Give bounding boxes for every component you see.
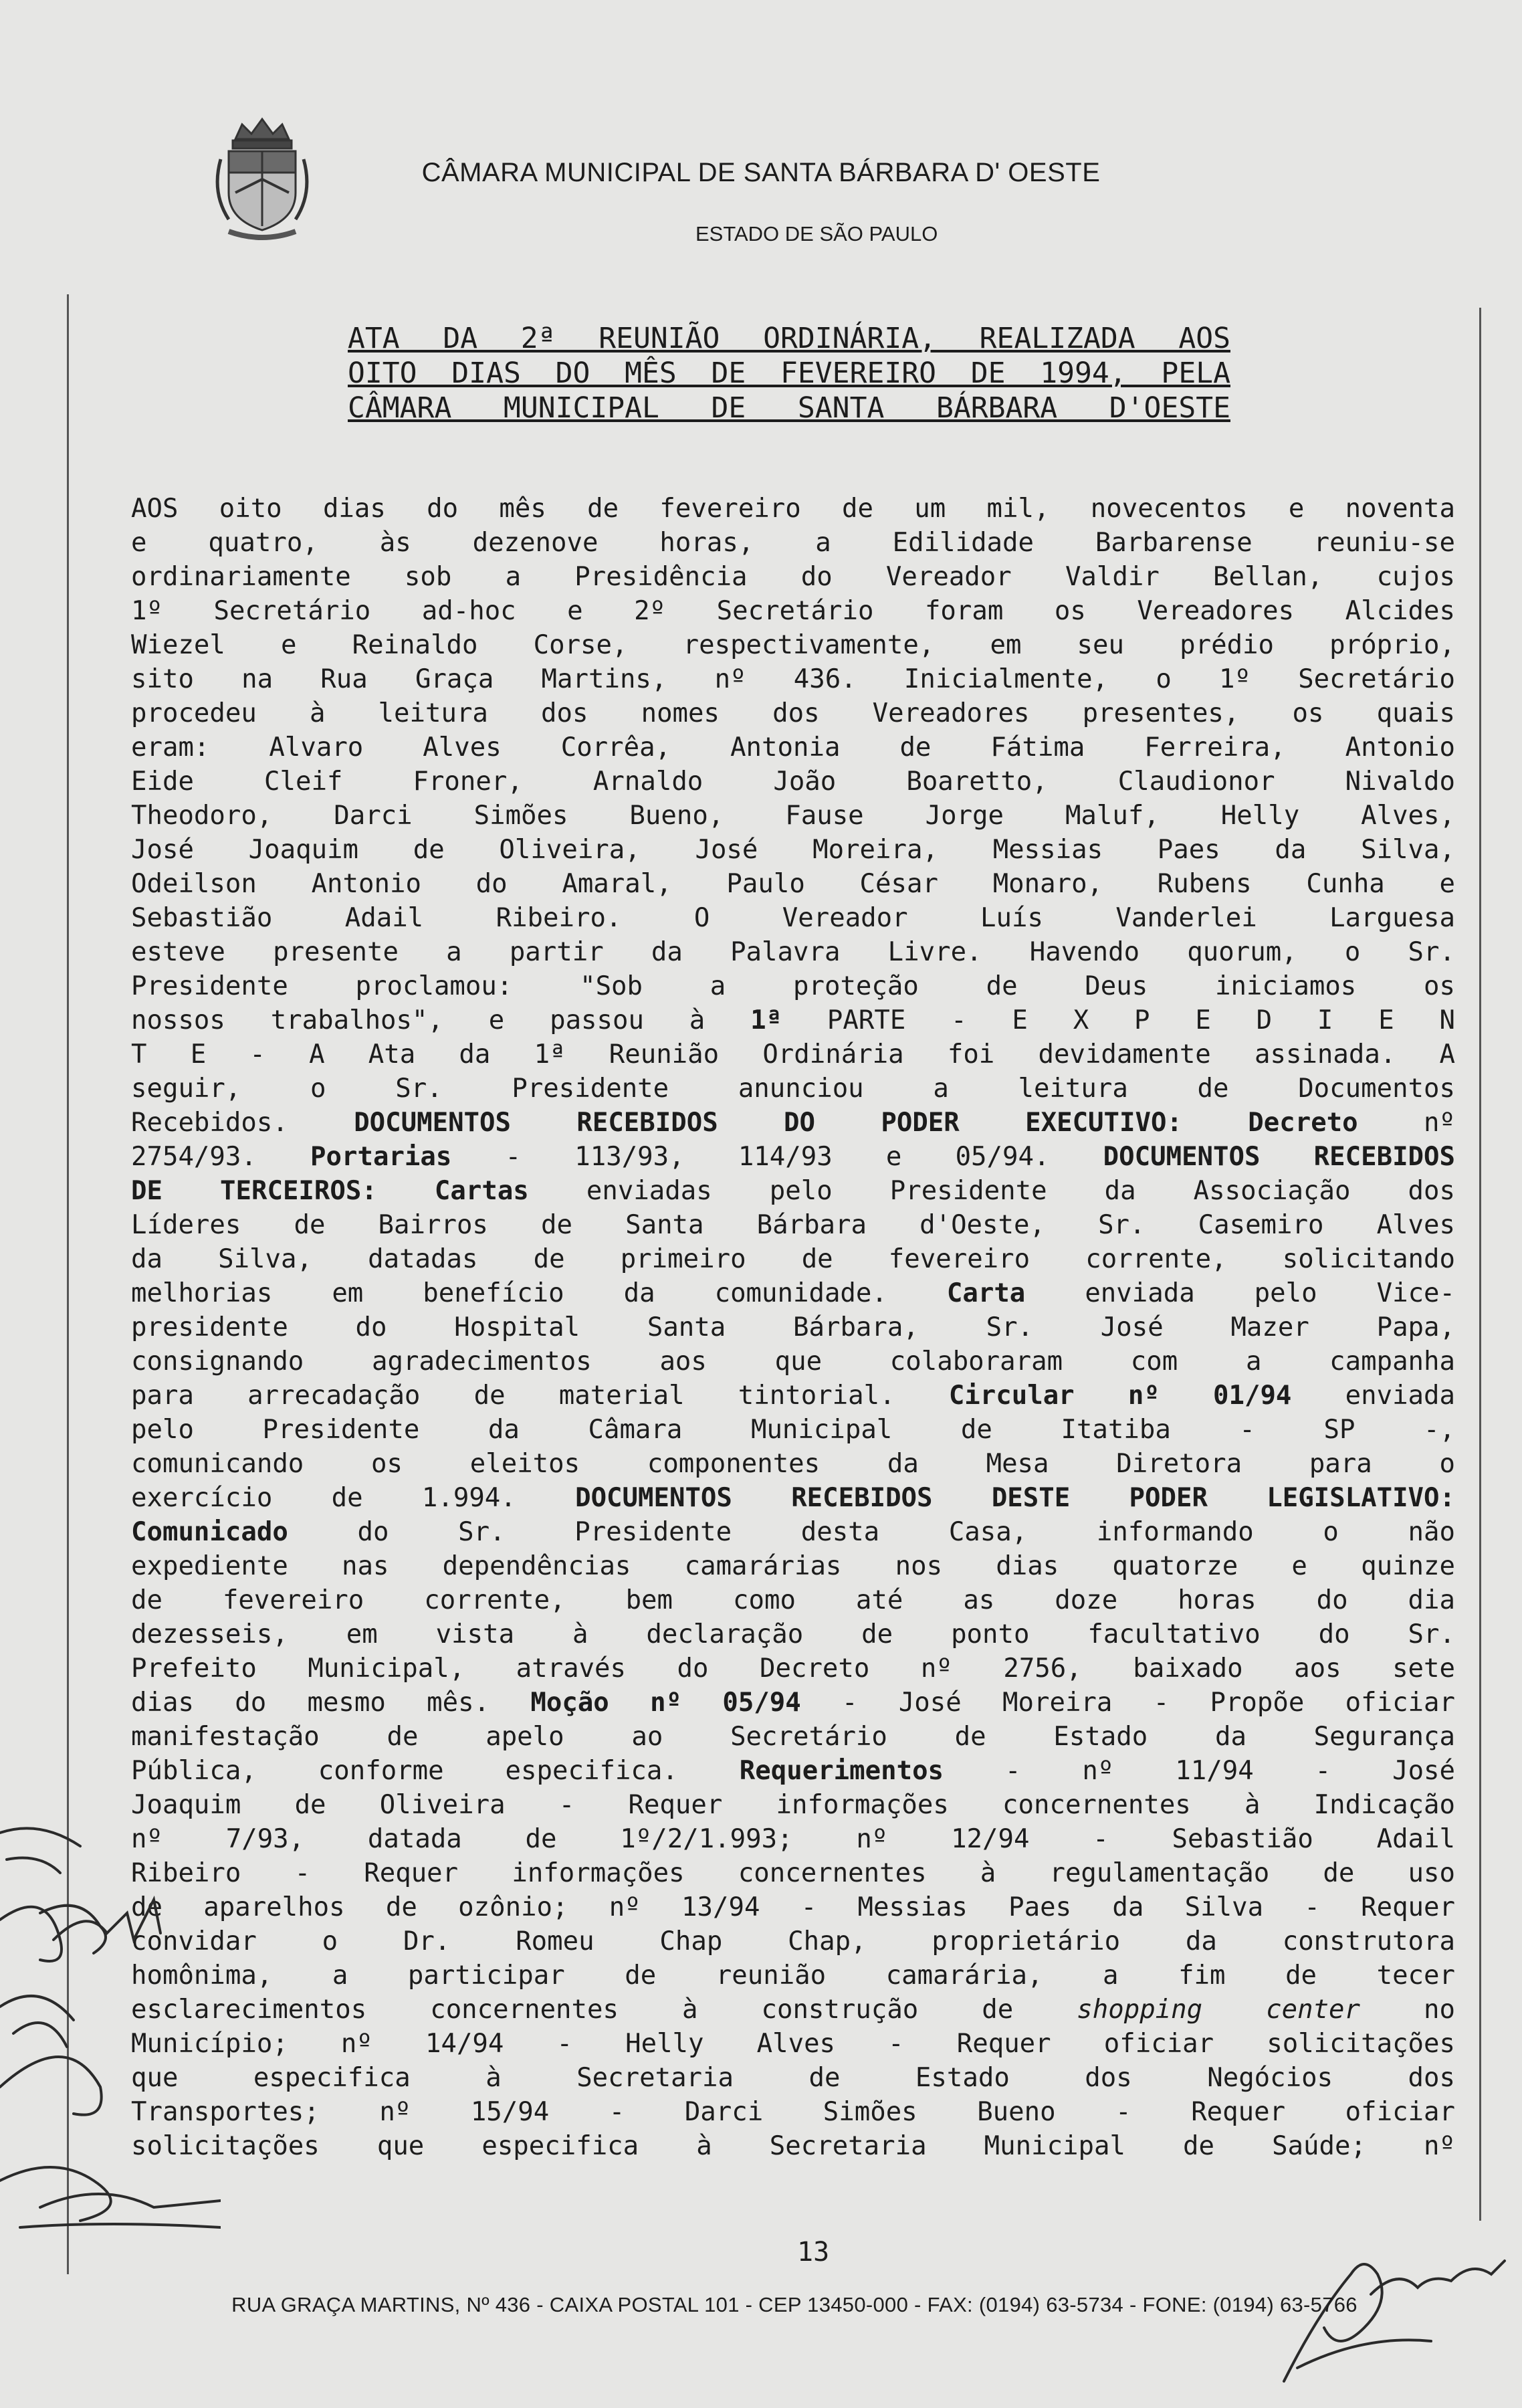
page-footer: RUA GRAÇA MARTINS, Nº 436 - CAIXA POSTAL 101 - CEP 13450-000 - FAX: (0194) 63-5734 - FONE: (0194) 63-5766 [231,2293,1357,2316]
body-line: Odeilson Antonio do Amaral, Paulo César Monaro, Rubens Cunha e [131,869,1455,899]
body-line: Ribeiro - Requer informações concernentes à regulamentação de uso [131,1858,1455,1888]
body-line: homônima, a participar de reunião camarária, a fim de tecer [131,1961,1455,1991]
text-run: no [1424,1995,1455,2025]
title-line: OITO DIAS DO MÊS DE FEVEREIRO DE 1994, PELA [348,357,1230,390]
text-run: PARTE - E X P E D I E N [827,1005,1455,1035]
bleed-through-text [267,294,283,324]
text-run: - 113/93, 114/93 e 05/94. [505,1142,1050,1172]
body-line: esteve presente a partir da Palavra Livre. Havendo quorum, o Sr. [131,937,1455,967]
text-run: - nº 11/94 - José [1005,1756,1455,1786]
body-line: Prefeito Municipal, através do Decreto nº 2756, baixado aos sete [131,1653,1455,1684]
text-run: enviada [1345,1381,1455,1411]
text-run-bold: DOCUMENTOS RECEBIDOS DESTE PODER LEGISLATIVO: [575,1483,1455,1513]
text-run-bold: Requerimentos [739,1756,944,1786]
text-run-bold: Circular nº 01/94 [948,1381,1292,1411]
body-line: sito na Rua Graça Martins, nº 436. Inicialmente, o 1º Secretário [131,664,1455,694]
body-line [131,1003,1455,1037]
body-line: Theodoro, Darci Simões Bueno, Fause Jorge Maluf, Helly Alves, [131,801,1455,831]
body-line: consignando agradecimentos aos que colaboraram com a campanha [131,1346,1455,1377]
body-line: AOS oito dias do mês de fevereiro de um mil, novecentos e noventa [131,494,1455,524]
text-run: - A Ata da 1ª Reunião Ordinária foi devidamente assinada. A [249,1039,1455,1070]
body-line [131,1993,1455,2027]
body-line: ordinariamente sob a Presidência do Vereador Valdir Bellan, cujos [131,562,1455,592]
text-run-italic: shopping center [1077,1995,1361,2025]
text-run-bold: Moção nº 05/94 [530,1688,801,1718]
body-line: dezesseis, em vista à declaração de ponto facultativo do Sr. [131,1619,1455,1649]
body-line: pelo Presidente da Câmara Municipal de Itatiba - SP -, [131,1415,1455,1445]
margin-signature-icon [0,1806,221,2288]
body-line [131,1754,1455,1788]
state-name: ESTADO DE SÃO PAULO [695,222,938,245]
body-line: Joaquim de Oliveira - Requer informações concernentes à Indicação [131,1790,1455,1820]
body-line: de fevereiro corrente, bem como até as doze horas do dia [131,1585,1455,1615]
text-run: para arrecadação de material tintorial. [131,1381,895,1411]
text-run: esclarecimentos concernentes à construção de [131,1995,1014,2025]
body-line: convidar o Dr. Romeu Chap Chap, proprietário da construtora [131,1926,1455,1956]
body-line: 1º Secretário ad-hoc e 2º Secretário foram os Vereadores Alcides [131,596,1455,626]
body-line: expediente nas dependências camarárias nos dias quatorze e quinze [131,1551,1455,1581]
text-run-bold: Comunicado [131,1517,288,1547]
minutes-body [131,492,1455,2163]
text-run: Recebidos. [131,1108,288,1138]
minutes-title [348,321,1230,425]
right-margin-rule [1479,308,1481,2221]
text-run: exercício de 1.994. [131,1483,516,1513]
text-run: enviada pelo Vice- [1085,1278,1455,1308]
text-run-bold: DOCUMENTOS RECEBIDOS [1103,1142,1455,1172]
text-run-bold: 1ª [750,1005,782,1035]
body-line: e quatro, às dezenove horas, a Edilidade Barbarense reuniu-se [131,528,1455,558]
body-line: Sebastião Adail Ribeiro. O Vereador Luís Vanderlei Larguesa [131,903,1455,933]
page-number: 13 [797,2237,830,2268]
body-line [131,1379,1455,1413]
title-line: CÂMARA MUNICIPAL DE SANTA BÁRBARA D'OESTE [348,391,1230,425]
title-line: ATA DA 2ª REUNIÃO ORDINÁRIA, REALIZADA AOS [348,322,1230,355]
body-line: da Silva, datadas de primeiro de fevereiro corrente, solicitando [131,1244,1455,1274]
body-line: manifestação de apelo ao Secretário de Estado da Segurança [131,1722,1455,1752]
text-run: T E [131,1039,207,1070]
body-line: presidente do Hospital Santa Bárbara, Sr. José Mazer Papa, [131,1312,1455,1342]
body-line [131,1481,1455,1515]
text-run: nº [1424,1108,1455,1138]
body-line: José Joaquim de Oliveira, José Moreira, Messias Paes da Silva, [131,835,1455,865]
body-line: solicitações que especifica à Secretaria Municipal de Saúde; nº [131,2131,1455,2161]
text-run-bold: Portarias [310,1142,452,1172]
body-line [131,1515,1455,1549]
text-run: dias do mesmo mês. [131,1688,490,1718]
text-run: 2754/93. [131,1142,257,1172]
body-line: Município; nº 14/94 - Helly Alves - Requer oficiar solicitações [131,2029,1455,2059]
body-line: nº 7/93, datada de 1º/2/1.993; nº 12/94 - Sebastião Adail [131,1824,1455,1854]
text-run: Pública, conforme especifica. [131,1756,678,1786]
body-line [131,1106,1455,1140]
body-line: Eide Cleif Froner, Arnaldo João Boaretto, Claudionor Nivaldo [131,767,1455,797]
text-run-bold: Carta [946,1278,1026,1308]
body-line: que especifica à Secretaria de Estado dos Negócios dos [131,2063,1455,2093]
body-line: Presidente proclamou: "Sob a proteção de Deus iniciamos os [131,971,1455,1001]
body-line: Wiezel e Reinaldo Corse, respectivamente, em seu prédio próprio, [131,630,1455,660]
text-run-bold: DE TERCEIROS: Cartas [131,1176,529,1206]
body-line: eram: Alvaro Alves Corrêa, Antonia de Fátima Ferreira, Antonio [131,732,1455,763]
body-line [131,1037,1455,1072]
text-run-bold: DOCUMENTOS RECEBIDOS DO PODER EXECUTIVO: Decreto [354,1108,1358,1138]
body-line: comunicando os eleitos componentes da Mesa Diretora para o [131,1449,1455,1479]
body-line [131,1686,1455,1720]
body-line [131,1276,1455,1310]
body-line [131,1174,1455,1208]
body-line [131,1140,1455,1174]
body-line: seguir, o Sr. Presidente anunciou a leitura de Documentos [131,1074,1455,1104]
institution-name: CÂMARA MUNICIPAL DE SANTA BÁRBARA D' OESTE [421,158,1101,187]
text-run: melhorias em benefício da comunidade. [131,1278,887,1308]
body-line: Líderes de Bairros de Santa Bárbara d'Oeste, Sr. Casemiro Alves [131,1210,1455,1240]
body-line: Transportes; nº 15/94 - Darci Simões Bueno - Requer oficiar [131,2097,1455,2127]
text-run: nossos trabalhos", e passou à [131,1005,705,1035]
body-line: procedeu à leitura dos nomes dos Vereadores presentes, os quais [131,698,1455,728]
text-run: do Sr. Presidente desta Casa, informando o não [357,1517,1455,1547]
body-line: de aparelhos de ozônio; nº 13/94 - Messias Paes da Silva - Requer [131,1892,1455,1922]
text-run: - José Moreira - Propõe oficiar [842,1688,1455,1718]
text-run: enviadas pelo Presidente da Associação dos [586,1176,1455,1206]
